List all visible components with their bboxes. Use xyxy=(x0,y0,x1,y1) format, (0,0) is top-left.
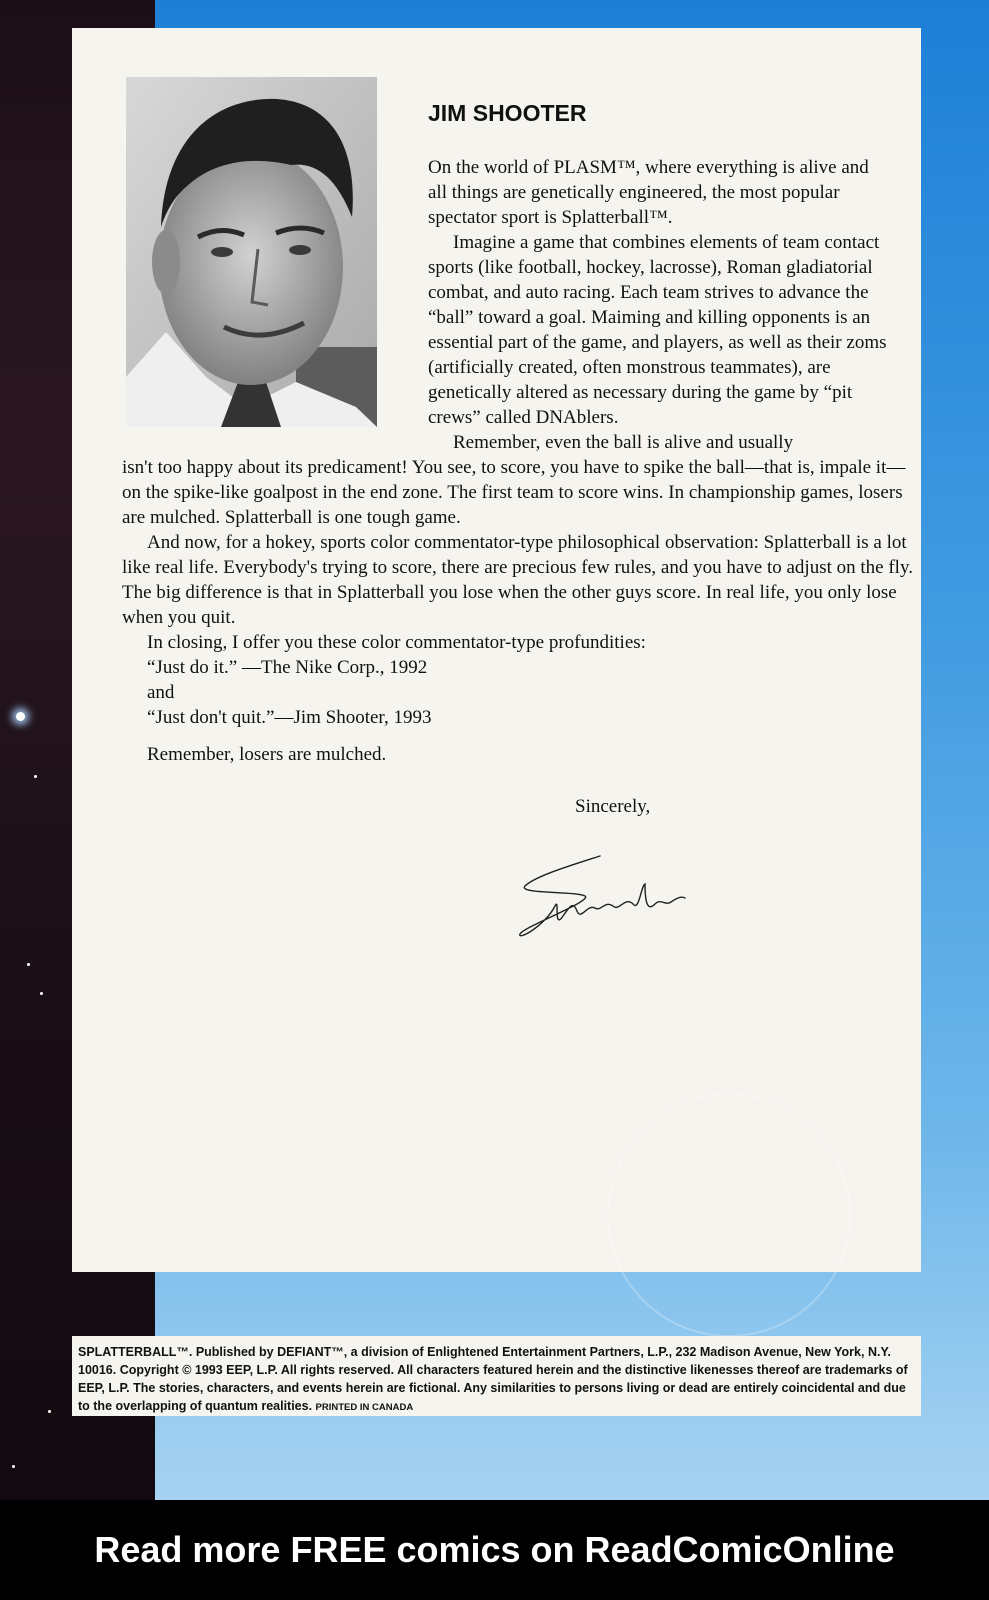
intro-column xyxy=(428,155,890,455)
paragraph-observation: And now, for a hokey, sports color commentator-type philosophical observation: Splatterball is a lot like real life. Everybody's trying to score, there are precious few rules, and you have to adjust on the fly. The big difference is that in Splatterball you lose when the other guys score. In real life, you only lose when you quit. xyxy=(122,532,913,628)
promo-link[interactable]: Read more FREE comics on ReadComicOnline xyxy=(94,1529,895,1570)
legal-text: SPLATTERBALL™. Published by DEFIANT™, a division of Enlightened Entertainment Partners, L.P., 232 Madison Avenue, New York, N.Y. 10016. Copyright © 1993 EEP, L.P. All rights reserved. All characters featured herein and the distinctive likenesses thereof are trademarks of EEP, L.P. The stories, characters, and events herein are fictional. Any similarities to persons living or dead are entirely coincidental and due to the overlapping of quantum realities. xyxy=(78,1345,908,1413)
remember-line: Remember, losers are mulched. xyxy=(147,744,387,765)
star xyxy=(48,1410,51,1413)
closing-salutation: Sincerely, xyxy=(575,796,651,817)
paragraph-imagine: Imagine a game that combines elements of team contact sports (like football, hockey, lacrosse), Roman gladiatorial combat, and auto racing. Each team strives to advance the “ball” toward a goal. Maiming and killing opponents is an essential part of the game, and players, as well as their zoms (artificially created, often monstrous teammates), are genetically altered as necessary during the game by “pit crews” called DNAblers. xyxy=(428,232,887,428)
star xyxy=(12,1465,15,1468)
main-text xyxy=(122,455,922,767)
signature xyxy=(515,846,705,951)
embossed-seal xyxy=(607,1093,851,1337)
star-bright xyxy=(16,712,25,721)
legal-indicia xyxy=(72,1336,921,1416)
paragraph-remember-start: Remember, even the ball is alive and usually xyxy=(453,432,794,453)
promo-banner xyxy=(0,1500,989,1600)
signature-image xyxy=(515,846,705,946)
paragraph-intro: On the world of PLASM™, where everything is alive and all things are genetically engineered, the most popular spectator sport is Splatterball™. xyxy=(428,157,869,228)
quote-shooter: “Just don't quit.”—Jim Shooter, 1993 xyxy=(147,707,432,728)
author-photo xyxy=(126,77,377,427)
star xyxy=(40,992,43,995)
quote-and: and xyxy=(147,682,175,703)
star xyxy=(34,775,37,778)
paragraph-remember-cont: isn't too happy about its predicament! You see, to score, you have to spike the ball—that is, impale it—on the spike-like goalpost in the end zone. The first team to score wins. In championship games, losers are mulched. Splatterball is one tough game. xyxy=(122,457,906,528)
paragraph-closing-intro: In closing, I offer you these color commentator-type profundities: xyxy=(147,632,646,653)
author-portrait-image xyxy=(126,77,377,427)
star xyxy=(27,963,30,966)
printed-in-canada: PRINTED IN CANADA xyxy=(315,1402,414,1413)
letter-panel xyxy=(72,28,921,1272)
quote-nike: “Just do it.” —The Nike Corp., 1992 xyxy=(147,657,428,678)
article-title: JIM SHOOTER xyxy=(428,100,587,126)
